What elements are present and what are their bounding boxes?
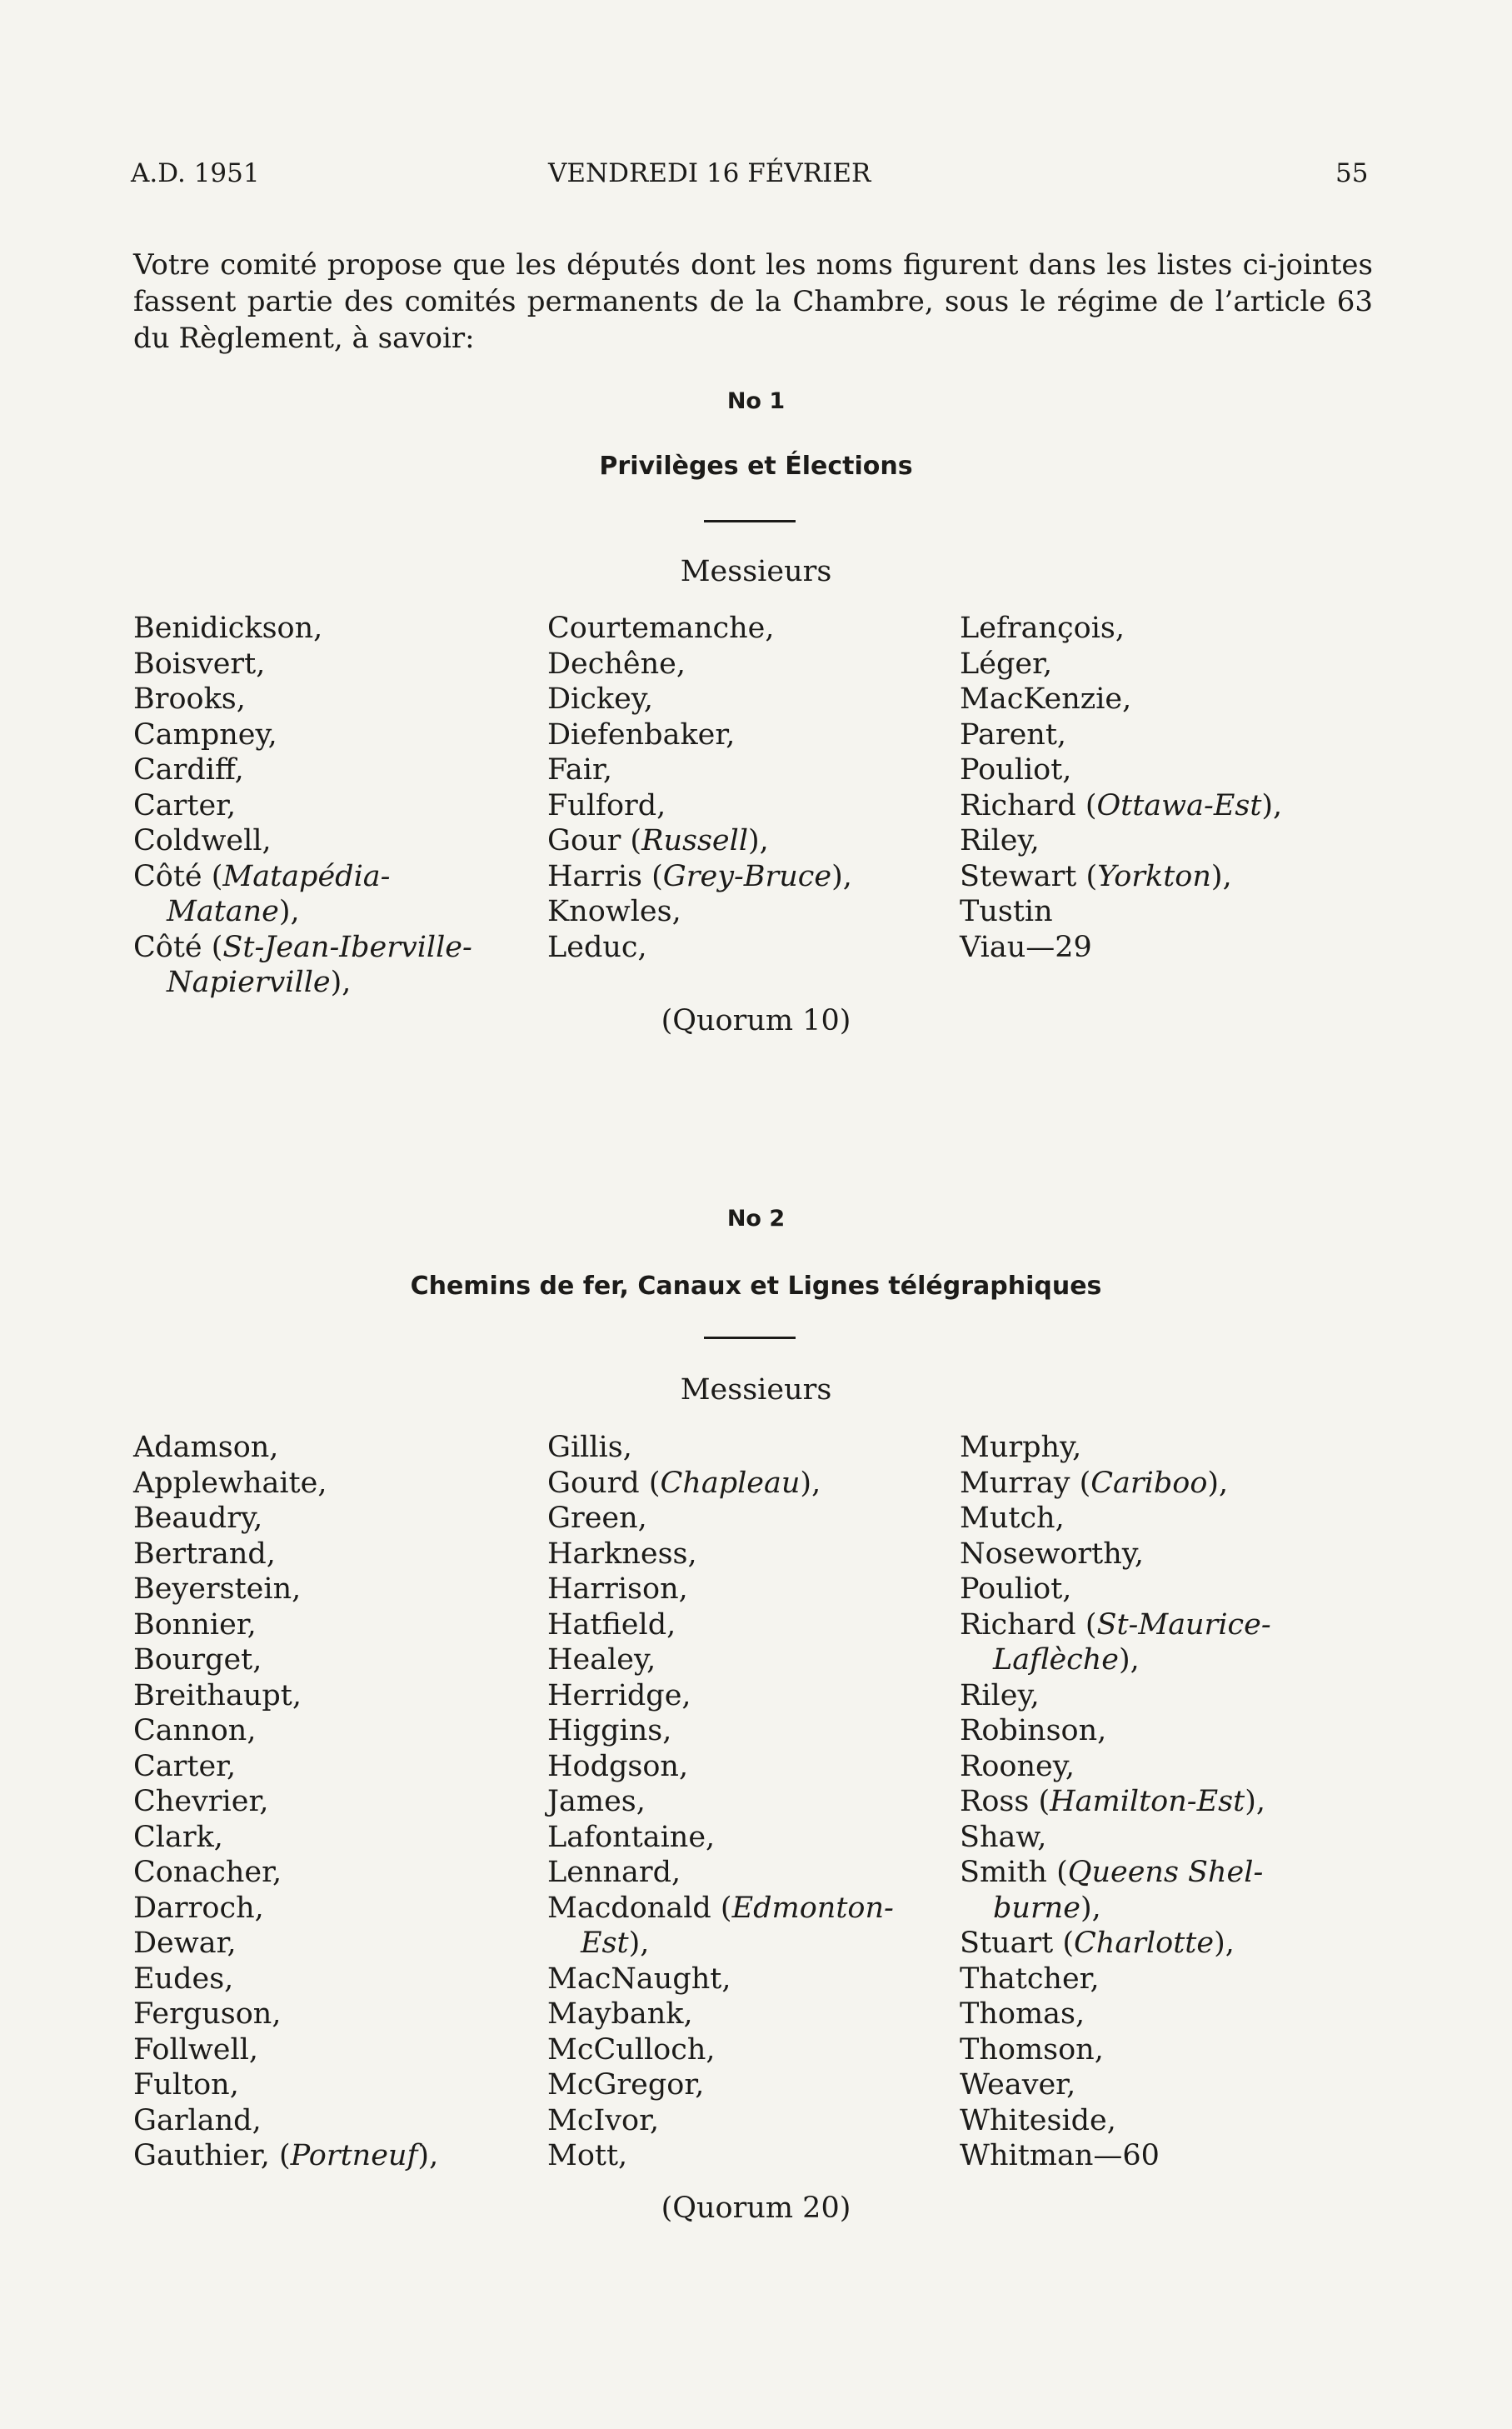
section-2-number: No 2	[726, 1206, 786, 1232]
member-name	[133, 682, 472, 717]
member-name	[133, 1997, 438, 2032]
member-text: MacNaught,	[547, 1962, 731, 1996]
riding-name: St-Jean-Iberville-	[222, 930, 472, 964]
member-name	[133, 1678, 438, 1714]
member-text: Lefrançois,	[960, 612, 1125, 645]
member-text: Fulton,	[133, 2068, 239, 2102]
member-name	[133, 611, 472, 647]
member-text: Bourget,	[133, 1643, 262, 1677]
member-name	[133, 2067, 438, 2103]
riding-name: St-Maurice-	[1096, 1607, 1271, 1642]
member-name	[547, 1820, 894, 1856]
section-1-col-2	[547, 611, 852, 965]
member-name	[960, 894, 1282, 930]
member-text: Ross (	[960, 1785, 1050, 1818]
member-name	[133, 752, 472, 788]
member-name	[547, 1501, 894, 1537]
member-name	[960, 2103, 1271, 2139]
member-text: Gourd (	[547, 1466, 661, 1500]
member-name	[960, 1855, 1271, 1891]
member-text: Breithaupt,	[133, 1678, 302, 1712]
member-text: Maybank,	[547, 1997, 693, 2031]
member-text: Ferguson,	[133, 1997, 282, 2031]
member-name	[547, 894, 852, 930]
member-text: McGregor,	[547, 2068, 705, 2102]
member-name	[133, 965, 472, 1001]
member-text: Whiteside,	[960, 2103, 1116, 2137]
member-name	[960, 717, 1282, 753]
member-name	[547, 1607, 894, 1643]
running-head-center: VENDREDI 16 FÉVRIER	[548, 158, 871, 188]
member-text: James,	[547, 1785, 646, 1818]
member-name	[960, 1466, 1271, 1502]
page-number: 55	[1335, 158, 1369, 188]
member-name	[960, 1962, 1271, 1997]
member-text: Darroch,	[133, 1891, 264, 1925]
member-text: Beaudry,	[133, 1502, 263, 1535]
member-text: Benidickson,	[133, 612, 323, 645]
member-name	[960, 1572, 1271, 1607]
member-text: Dickey,	[547, 682, 654, 716]
member-name	[133, 1784, 438, 1820]
member-name	[133, 859, 472, 895]
member-text: Tustin	[960, 895, 1053, 928]
member-name	[133, 2138, 438, 2174]
member-text: Bertrand,	[133, 1537, 276, 1571]
member-name	[547, 2067, 894, 2103]
member-text: Viau—29	[960, 930, 1092, 964]
member-name	[960, 1713, 1271, 1749]
member-name	[547, 2138, 894, 2174]
section-1-title: Privilèges et Élections	[599, 452, 913, 481]
member-text: ),	[1245, 1785, 1265, 1818]
member-text: Mutch,	[960, 1502, 1065, 1535]
member-text: Hatfield,	[547, 1607, 676, 1642]
member-text: ),	[1207, 1466, 1229, 1500]
member-text: Whitman—60	[960, 2139, 1160, 2172]
member-text: Parent,	[960, 717, 1067, 752]
member-name	[547, 1855, 894, 1891]
member-text: Leduc,	[547, 930, 647, 964]
section-1-messieurs: Messieurs	[680, 555, 832, 588]
member-text: Gour (	[547, 824, 642, 857]
member-name	[133, 1466, 438, 1502]
member-name	[547, 1537, 894, 1572]
member-text: Fair,	[547, 753, 612, 787]
member-text: Riley,	[960, 824, 1040, 857]
section-1-col-3	[960, 611, 1282, 965]
member-name	[133, 1642, 438, 1678]
member-text: Côté (	[133, 930, 223, 964]
riding-name: Matane	[167, 895, 279, 928]
member-name	[960, 1430, 1271, 1466]
member-text: Herridge,	[547, 1678, 691, 1712]
member-name	[547, 859, 852, 895]
member-name	[960, 859, 1282, 895]
riding-name: Grey-Bruce	[662, 859, 832, 893]
intro-paragraph	[133, 247, 1373, 357]
member-text: Follwell,	[133, 2032, 259, 2067]
member-text: Beyerstein,	[133, 1572, 302, 1606]
riding-name: Charlotte	[1074, 1927, 1215, 1960]
member-text: Coldwell,	[133, 824, 272, 857]
member-text: Adamson,	[133, 1431, 279, 1464]
member-text: ),	[1080, 1891, 1101, 1925]
member-name	[133, 1607, 438, 1643]
member-text: Pouliot,	[960, 1572, 1072, 1606]
member-text: Bonnier,	[133, 1607, 257, 1642]
section-1-col-1	[133, 611, 472, 1001]
riding-name: Laflèche	[993, 1643, 1120, 1677]
member-name	[960, 1926, 1271, 1962]
member-name	[133, 647, 472, 682]
member-text: ),	[1261, 788, 1283, 822]
member-text: Clark,	[133, 1820, 223, 1854]
member-name	[547, 1926, 894, 1962]
member-name	[547, 647, 852, 682]
member-name	[547, 2103, 894, 2139]
member-name	[547, 788, 852, 824]
member-name	[960, 1784, 1271, 1820]
member-name	[547, 682, 852, 717]
member-text: Thatcher,	[960, 1962, 1100, 1996]
member-text: Conacher,	[133, 1856, 282, 1889]
member-text: Applewhaite,	[133, 1466, 327, 1500]
member-text: Fulford,	[547, 788, 666, 822]
member-text: Riley,	[960, 1678, 1040, 1712]
member-name	[960, 1820, 1271, 1856]
member-text: ),	[278, 895, 300, 928]
member-name	[960, 611, 1282, 647]
member-name	[133, 1749, 438, 1785]
member-name	[960, 930, 1282, 966]
member-text: Côté (	[133, 859, 223, 893]
member-text: Lennard,	[547, 1856, 681, 1889]
member-text: Hodgson,	[547, 1749, 689, 1783]
riding-name: Cariboo	[1090, 1466, 1208, 1500]
member-text: Higgins,	[547, 1714, 672, 1747]
member-text: Dechêne,	[547, 647, 686, 681]
member-name	[960, 823, 1282, 859]
member-text: Harrison,	[547, 1572, 688, 1606]
intro-text: Votre comité propose que les députés dont les noms figurent dans les listes ci-jointes fassent partie des comités permanents de la Chambre, sous le régime de l’article 63 du Règlement, à savoir:	[133, 248, 1373, 355]
riding-name: Yorkton	[1097, 859, 1211, 893]
member-name	[547, 1642, 894, 1678]
member-name	[133, 2032, 438, 2068]
member-text: Harkness,	[547, 1537, 697, 1571]
member-text: Murray (	[960, 1466, 1091, 1500]
riding-name: Portneuf	[290, 2139, 418, 2172]
member-text: Gauthier, (	[133, 2139, 291, 2172]
member-text: Noseworthy,	[960, 1537, 1144, 1571]
member-text: ),	[330, 966, 352, 999]
member-text: Murphy,	[960, 1431, 1082, 1464]
riding-name: Est	[581, 1927, 629, 1960]
member-text: Boisvert,	[133, 647, 266, 681]
member-text: Pouliot,	[960, 753, 1072, 787]
member-text: Brooks,	[133, 682, 246, 716]
member-text: McCulloch,	[547, 2032, 716, 2067]
member-text: Stuart (	[960, 1927, 1075, 1960]
member-name	[960, 1537, 1271, 1572]
member-name	[547, 1784, 894, 1820]
member-text: Stewart (	[960, 859, 1098, 893]
member-name	[960, 1749, 1271, 1785]
section-2-col-3	[960, 1430, 1271, 2174]
member-name	[960, 752, 1282, 788]
member-text: Rooney,	[960, 1749, 1075, 1783]
member-name	[960, 1891, 1271, 1927]
member-name	[133, 1537, 438, 1572]
member-text: Macdonald (	[547, 1891, 732, 1925]
riding-name: Chapleau	[660, 1466, 801, 1500]
member-name	[133, 1891, 438, 1927]
member-name	[133, 930, 472, 966]
member-text: ),	[1214, 1927, 1235, 1960]
member-name	[133, 1572, 438, 1607]
member-text: Weaver,	[960, 2068, 1076, 2102]
member-text: Courtemanche,	[547, 612, 775, 645]
member-text: ),	[417, 2139, 439, 2172]
section-1-number: No 1	[726, 388, 786, 414]
member-name	[960, 682, 1282, 717]
member-name	[133, 1430, 438, 1466]
member-name	[960, 788, 1282, 824]
member-text: Campney,	[133, 717, 277, 752]
member-name	[960, 2067, 1271, 2103]
member-name	[547, 717, 852, 753]
member-text: Dewar,	[133, 1927, 237, 1960]
section-2-col-2	[547, 1430, 894, 2174]
member-name	[133, 1820, 438, 1856]
member-text: Mott,	[547, 2139, 628, 2172]
member-name	[547, 1430, 894, 1466]
member-text: Cannon,	[133, 1714, 257, 1747]
member-text: ),	[748, 824, 769, 857]
member-name	[960, 1607, 1271, 1643]
member-name	[547, 1962, 894, 1997]
member-name	[133, 2103, 438, 2139]
member-text: McIvor,	[547, 2103, 660, 2137]
member-name	[960, 647, 1282, 682]
member-text: Richard (	[960, 1607, 1097, 1642]
section-2-quorum: (Quorum 20)	[661, 2192, 851, 2225]
riding-name: Napierville	[167, 966, 331, 999]
riding-name: burne	[993, 1891, 1080, 1925]
member-name	[547, 1749, 894, 1785]
member-text: Green,	[547, 1502, 647, 1535]
member-name	[960, 2138, 1271, 2174]
member-text: Richard (	[960, 788, 1097, 822]
member-text: Lafontaine,	[547, 1820, 716, 1854]
member-name	[547, 1466, 894, 1502]
member-text: Healey,	[547, 1643, 656, 1677]
member-text: ),	[800, 1466, 821, 1500]
section-2-rule	[704, 1337, 796, 1339]
member-text: ),	[831, 859, 852, 893]
member-name	[960, 2032, 1271, 2068]
member-name	[960, 1997, 1271, 2032]
section-2-title: Chemins de fer, Canaux et Lignes télégraphiques	[410, 1272, 1102, 1301]
member-name	[547, 1678, 894, 1714]
riding-name: Matapédia-	[222, 859, 391, 893]
member-name	[133, 788, 472, 824]
member-name	[547, 752, 852, 788]
member-name	[547, 1997, 894, 2032]
member-name	[133, 1855, 438, 1891]
member-text: Thomson,	[960, 2032, 1104, 2067]
riding-name: Hamilton-Est	[1050, 1785, 1245, 1818]
member-name	[960, 1642, 1271, 1678]
member-name	[133, 894, 472, 930]
member-text: Knowles,	[547, 895, 681, 928]
section-2-col-1	[133, 1430, 438, 2174]
member-text: Léger,	[960, 647, 1053, 681]
member-name	[960, 1501, 1271, 1537]
member-text: Garland,	[133, 2103, 262, 2137]
member-text: Thomas,	[960, 1997, 1085, 2031]
member-text: MacKenzie,	[960, 682, 1132, 716]
member-name	[547, 1713, 894, 1749]
member-text: ),	[1210, 859, 1232, 893]
member-name	[547, 823, 852, 859]
member-text: ),	[1119, 1643, 1140, 1677]
member-name	[133, 717, 472, 753]
member-text: Gillis,	[547, 1431, 632, 1464]
riding-name: Edmonton-	[731, 1891, 894, 1925]
riding-name: Queens Shel-	[1067, 1856, 1264, 1889]
member-name	[133, 1501, 438, 1537]
section-1-rule	[704, 520, 796, 522]
member-name	[133, 823, 472, 859]
member-name	[960, 1678, 1271, 1714]
running-head-left: A.D. 1951	[131, 158, 260, 188]
riding-name: Russell	[641, 824, 749, 857]
member-name	[547, 611, 852, 647]
member-text: Eudes,	[133, 1962, 234, 1996]
member-text: Shaw,	[960, 1820, 1047, 1854]
member-text: Diefenbaker,	[547, 717, 736, 752]
section-2-messieurs: Messieurs	[680, 1373, 832, 1407]
member-text: Robinson,	[960, 1714, 1107, 1747]
member-name	[547, 930, 852, 966]
member-name	[547, 1891, 894, 1927]
member-text: Harris (	[547, 859, 663, 893]
member-name	[547, 2032, 894, 2068]
member-text: Cardiff,	[133, 753, 244, 787]
member-text: Smith (	[960, 1856, 1068, 1889]
section-1-quorum: (Quorum 10)	[661, 1004, 851, 1037]
member-text: Carter,	[133, 788, 237, 822]
member-name	[133, 1713, 438, 1749]
member-text: ),	[628, 1927, 650, 1960]
member-name	[133, 1962, 438, 1997]
member-name	[133, 1926, 438, 1962]
riding-name: Ottawa-Est	[1096, 788, 1262, 822]
member-text: Chevrier,	[133, 1785, 269, 1818]
member-text: Carter,	[133, 1749, 237, 1783]
member-name	[547, 1572, 894, 1607]
